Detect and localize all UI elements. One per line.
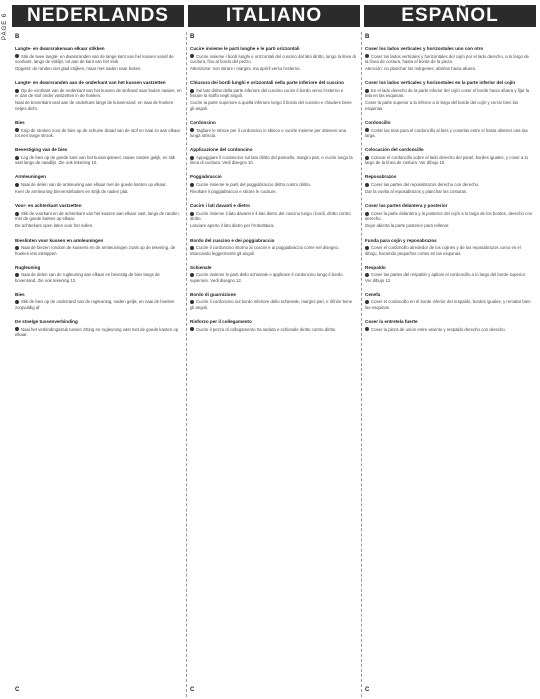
- step-bullet-icon: [15, 246, 19, 250]
- section-text-content: Keer de armleuning binnenstebuiten en strijk de naden plat.: [15, 189, 129, 195]
- column-dutch: [12, 32, 186, 697]
- instruction-section: [15, 203, 182, 228]
- section-text-content: Cucire insieme il lato davanti e il lato dietro del cuscino lungo i bordi, diritto contro diritto.: [190, 210, 351, 222]
- section-title: Bordo di guarnizione: [190, 291, 236, 297]
- section-text: [190, 155, 357, 166]
- section-text-content: Cucire il pezzo di collegamento tra seduta e schienale diritto contro diritto.: [196, 326, 337, 332]
- section-text: [365, 88, 532, 99]
- section-text: [365, 272, 532, 283]
- section-text: [15, 128, 182, 139]
- instruction-section: [365, 174, 532, 194]
- instruction-section: [365, 265, 532, 283]
- step-bullet-icon: [190, 300, 194, 304]
- section-text: [15, 189, 182, 194]
- section-title: Bieslinten voor kussen en armleuningen: [15, 237, 104, 243]
- header-spanish: ESPAÑOL: [364, 5, 536, 27]
- section-text-content: Stik de bies op de onderrand van de rugleuning, naden gelijk, en naai de hoeken zorgvuldig af.: [15, 299, 175, 310]
- step-bullet-icon: [15, 212, 19, 216]
- section-text-content: Coser el cordoncillo alrededor de los cojines y de los reposabrazos como en el dibujo, haciendo pequeños cortes en las esquinas.: [365, 245, 521, 256]
- instruction-section: [365, 120, 532, 138]
- section-text: [190, 88, 357, 99]
- instruction-section: [15, 292, 182, 310]
- column-spanish: [361, 32, 536, 697]
- section-text: [15, 66, 182, 71]
- section-title: Langte- en dwarsranden aan de onderkant van het kussen vastzetten: [15, 80, 166, 86]
- section-text-content: Sul lato diritto della parte inferiore del cuscino cucire il bordo verso l'esterno e fissare la stoffa negli angoli.: [190, 87, 344, 99]
- section-title: Respaldo: [365, 264, 386, 270]
- section-title: Coser los lados verticales y horizontales en la parte inferior del cojín: [365, 80, 516, 86]
- section-title: Applicazione del cordoncino: [190, 147, 253, 153]
- instruction-section: [15, 46, 182, 71]
- section-letter: B: [190, 34, 195, 40]
- section-text-content: Atención: no planchar los márgenes, abrirlos hacia afuera.: [365, 66, 477, 72]
- section-text-content: Cucire insieme i bordi lunghi e orizzontali del cuscino dal lato diritto, lungo la linea di cucitura, fino al bordo del pezzo.: [190, 53, 356, 64]
- section-title: Cucire insieme le parti lunghe e le parti orizzontali: [190, 46, 300, 51]
- section-text-content: De achterkant open laten voor het vullen.: [15, 223, 94, 229]
- section-title: Bies: [15, 120, 25, 126]
- section-title: Coser los lados verticales y horizontales uno con otro: [365, 46, 484, 51]
- section-text-content: Coser la parte superior a la inferior a lo largo del borde del cojín y cerrar bien las esquinas.: [365, 100, 519, 111]
- instruction-section: [190, 80, 357, 111]
- section-text-content: Stik de voorkant en de achterkant van het kussen aan elkaar vast, langs de randen, met de goede kanten op elkaar.: [15, 210, 180, 222]
- section-title: Coser las partes delantera y posterior: [365, 203, 448, 209]
- section-text: [365, 54, 532, 65]
- next-section-letter: C: [15, 687, 20, 693]
- section-title: Schienale: [190, 264, 212, 270]
- section-text: [365, 66, 532, 71]
- instruction-section: [190, 265, 357, 283]
- instruction-section: [365, 46, 532, 71]
- section-title: Cordoncillo: [365, 120, 391, 126]
- section-text: [190, 189, 357, 194]
- section-text-content: Stik de twee langte- en dwarsranden van de lange kant van het kussen vanaf de voorkant, langs de stiklijn, tot aan de kant van het stuk.: [15, 53, 174, 64]
- section-text: [365, 245, 532, 256]
- instruction-section: [190, 147, 357, 165]
- step-bullet-icon: [190, 246, 194, 250]
- section-title: Rinforzo per il collegamento: [190, 319, 252, 325]
- section-text: [190, 54, 357, 65]
- instruction-section: [365, 238, 532, 256]
- section-text: [190, 100, 357, 111]
- step-bullet-icon: [365, 156, 369, 160]
- column-italian: [186, 32, 361, 697]
- section-title: Voor- en achterkant vastzetten: [15, 203, 82, 209]
- section-text: [365, 128, 532, 139]
- section-text-content: Leg de bies op de goede kant van het kussenpaneel, rauwe randen gelijk, en stik vast langs de naadlijn. Zie ook tekening 10.: [15, 154, 176, 165]
- section-text-content: Naai de bovenkant vast aan de onderkant langs de kussenrand, en naai de hoeken netjes dicht.: [15, 100, 174, 111]
- step-bullet-icon: [15, 327, 19, 331]
- section-text-content: Cucire insieme le parti dello schienale e applicare il cordoncino lungo il bordo superiore. Vedi disegno 12.: [190, 272, 343, 283]
- section-title: Cenefa: [365, 291, 381, 297]
- section-title: Bevestiging van de bies: [15, 147, 68, 153]
- instruction-section: [190, 292, 357, 310]
- section-text: [15, 155, 182, 166]
- section-text-content: Coser el cordoncillo en el borde inferior del respaldo, bordes iguales, y rematar bien las esquinas.: [365, 299, 531, 310]
- section-text: [190, 182, 357, 187]
- step-bullet-icon: [15, 273, 19, 277]
- step-bullet-icon: [190, 212, 194, 216]
- section-text-content: Cucire il cordoncino intorno ai cuscini e ai poggiabraccio come nel disegno, intaccando leggermente gli angoli.: [190, 245, 340, 256]
- language-header: [12, 5, 536, 27]
- section-text-content: Cucire insieme le parti del poggiabraccio diritto contro diritto.: [196, 181, 312, 187]
- section-letter: B: [15, 34, 20, 40]
- section-text: [365, 327, 532, 332]
- section-text-content: Coser la pieza de unión entre asiento y respaldo derecho con derecho.: [371, 326, 506, 332]
- section-text-content: Coser las partes del reposabrazos derecho con derecho.: [371, 181, 480, 187]
- section-text: [190, 272, 357, 283]
- step-bullet-icon: [365, 183, 369, 187]
- step-bullet-icon: [365, 128, 369, 132]
- section-text-content: Cucire la parte superiore a quella inferiore lungo il bordo del cuscino e chiudere bene gli angoli.: [190, 100, 352, 111]
- section-text-content: Appoggiare il cordoncino sul lato diritto del pannello, margini pari, e cucire lungo la linea di cucitura. Vedi disegno 10.: [190, 154, 353, 165]
- section-text-content: Coser los lados verticales y horizontales del cojín por el lado derecho, a lo largo de la línea de costura, hasta el borde de la pieza.: [365, 53, 529, 64]
- step-bullet-icon: [190, 128, 194, 132]
- step-bullet-icon: [15, 156, 19, 160]
- step-bullet-icon: [190, 273, 194, 277]
- step-bullet-icon: [190, 183, 194, 187]
- instruction-section: [365, 80, 532, 111]
- section-text: [190, 128, 357, 139]
- step-bullet-icon: [15, 54, 19, 58]
- section-text: [190, 327, 357, 332]
- section-text: [365, 189, 532, 194]
- section-text-content: Dar la vuelta al reposabrazos y planchar las costuras.: [365, 189, 468, 195]
- instruction-section: [365, 292, 532, 310]
- instruction-section: [190, 46, 357, 71]
- section-title: Chiusura dei bordi lunghi e orizzontali nella parte inferiore del cuscino: [190, 80, 344, 86]
- step-bullet-icon: [365, 246, 369, 250]
- section-text-content: Naai de delen van de rugleuning aan elkaar en bevestig de bies langs de bovenrand. Zie ook tekening 12.: [15, 272, 160, 283]
- section-text-content: Cortar las tiras para el cordoncillo al bies y coserlas entre sí hasta obtener una tira larga.: [365, 127, 528, 138]
- step-bullet-icon: [365, 212, 369, 216]
- section-text-content: Attenzione: non stirare i margini, ma aprirli verso l'esterno.: [190, 66, 301, 72]
- section-text-content: Colocar el cordoncillo sobre el lado derecho del panel, bordes iguales, y coser a lo largo de la línea de costura. Ver dibujo 10.: [365, 154, 528, 165]
- section-text-content: Dejar abierta la parte posterior para rellenar.: [365, 223, 450, 229]
- section-title: Funda para cojín y reposabrazos: [365, 237, 437, 243]
- section-title: Bordo del cuscino e dei poggiabraccio: [190, 237, 275, 243]
- section-title: Coser la entretela fuerte: [365, 319, 418, 325]
- section-text: [15, 223, 182, 228]
- section-title: Langte- en dwarsrakenaan elkaar stikken: [15, 46, 105, 51]
- section-text-content: Op de voorkant van de onderkant van het kussen de stofrand naar buiten naaien, en er dan de stof onder vastzetten in de hoeken.: [15, 87, 182, 99]
- section-text-content: Tagliare le strisce per il cordoncino in sbieco e cucirle insieme per ottenere una lunga striscia.: [190, 127, 346, 138]
- step-bullet-icon: [190, 54, 194, 58]
- section-text-content: Naai de biezen rondom de kussens en de armleuningen zoals op de tekening, de hoeken iets inknippen.: [15, 245, 176, 256]
- section-text: [190, 223, 357, 228]
- next-section-letter: C: [365, 687, 370, 693]
- instruction-section: [15, 238, 182, 256]
- section-text: [15, 327, 182, 338]
- instruction-section: [15, 265, 182, 283]
- instruction-section: [15, 319, 182, 337]
- step-bullet-icon: [15, 183, 19, 187]
- instruction-section: [190, 203, 357, 228]
- section-text-content: Naai het verbindingsstuk tussen zitting en rugleuning vast met de goede kanten op elkaar.: [15, 326, 179, 337]
- section-text-content: Coser las partes del respaldo y aplicar el cordoncillo a lo largo del borde superior. Ver dibujo 12.: [365, 272, 527, 283]
- section-text: [15, 299, 182, 310]
- step-bullet-icon: [190, 327, 194, 331]
- step-bullet-icon: [365, 89, 369, 93]
- section-title: Bies: [15, 291, 25, 297]
- instruction-section: [190, 238, 357, 256]
- section-text: [15, 54, 182, 65]
- section-text: [190, 245, 357, 256]
- section-title: Poggiabraccio: [190, 174, 222, 180]
- section-text-content: Cucire il cordoncino sul bordo inferiore dello schienale, margini pari, e rifinire bene gli angoli.: [190, 299, 353, 310]
- step-bullet-icon: [365, 54, 369, 58]
- header-dutch: NEDERLANDS: [12, 5, 184, 27]
- section-text: [15, 211, 182, 222]
- next-section-letter: C: [190, 687, 195, 693]
- instruction-section: [15, 147, 182, 165]
- step-bullet-icon: [190, 89, 194, 93]
- section-text: [15, 182, 182, 187]
- instruction-section: [365, 203, 532, 228]
- instruction-section: [190, 120, 357, 138]
- step-bullet-icon: [15, 300, 19, 304]
- section-text: [365, 211, 532, 222]
- section-text: [15, 272, 182, 283]
- section-text: [190, 211, 357, 222]
- section-text-content: En el lado derecho de la parte inferior del cojín coser el borde hacia afuera y fijar la tela en las esquinas.: [365, 87, 530, 99]
- section-text: [190, 299, 357, 310]
- section-text: [15, 88, 182, 99]
- section-text: [365, 182, 532, 187]
- section-text: [365, 299, 532, 310]
- section-text: [15, 245, 182, 256]
- instruction-section: [190, 174, 357, 194]
- section-text-content: Lasciare aperto il lato dietro per l'imbottitura.: [190, 223, 275, 229]
- step-bullet-icon: [365, 327, 369, 331]
- instruction-section: [190, 319, 357, 332]
- section-text-content: Rivoltare il poggiabraccio e stirare le cuciture.: [190, 189, 277, 195]
- step-bullet-icon: [15, 128, 19, 132]
- instruction-section: [365, 319, 532, 332]
- header-italian: ITALIANO: [188, 5, 360, 27]
- page-number: PAGE 6: [2, 12, 8, 40]
- instruction-section: [15, 120, 182, 138]
- section-text: [15, 100, 182, 111]
- instruction-section: [365, 147, 532, 165]
- section-letter: B: [365, 34, 370, 40]
- section-text: [365, 155, 532, 166]
- instruction-columns: [12, 32, 536, 697]
- step-bullet-icon: [190, 156, 194, 160]
- section-title: Colocación del cordoncillo: [365, 147, 424, 153]
- step-bullet-icon: [15, 89, 19, 93]
- section-text-content: Naai de delen van de armleuning aan elkaar met de goede kanten op elkaar.: [21, 181, 167, 187]
- section-title: Reposabrazos: [365, 174, 397, 180]
- section-text-content: Opgelet: de randen niet glad strijken, maar met naden naar buiten.: [15, 66, 142, 72]
- section-text-content: Coser la parte delantera y la posterior del cojín a lo largo de los bordes, derecho con derecho.: [365, 210, 532, 222]
- section-text: [365, 100, 532, 111]
- instruction-section: [15, 80, 182, 111]
- section-title: De stoelge tussenverbinding: [15, 319, 78, 325]
- section-title: Cucire i lati davanti e dietro: [190, 203, 250, 209]
- step-bullet-icon: [365, 300, 369, 304]
- section-text-content: Knip de stroken voor de bies op de schuine draad van de stof en naai ze aan elkaar tot een lange strook.: [15, 127, 181, 138]
- section-title: Cordoncino: [190, 120, 216, 126]
- step-bullet-icon: [365, 273, 369, 277]
- instruction-section: [15, 174, 182, 194]
- section-title: Armleuningen: [15, 174, 46, 180]
- section-text: [365, 223, 532, 228]
- section-text: [190, 66, 357, 71]
- section-title: Rugleuning: [15, 264, 41, 270]
